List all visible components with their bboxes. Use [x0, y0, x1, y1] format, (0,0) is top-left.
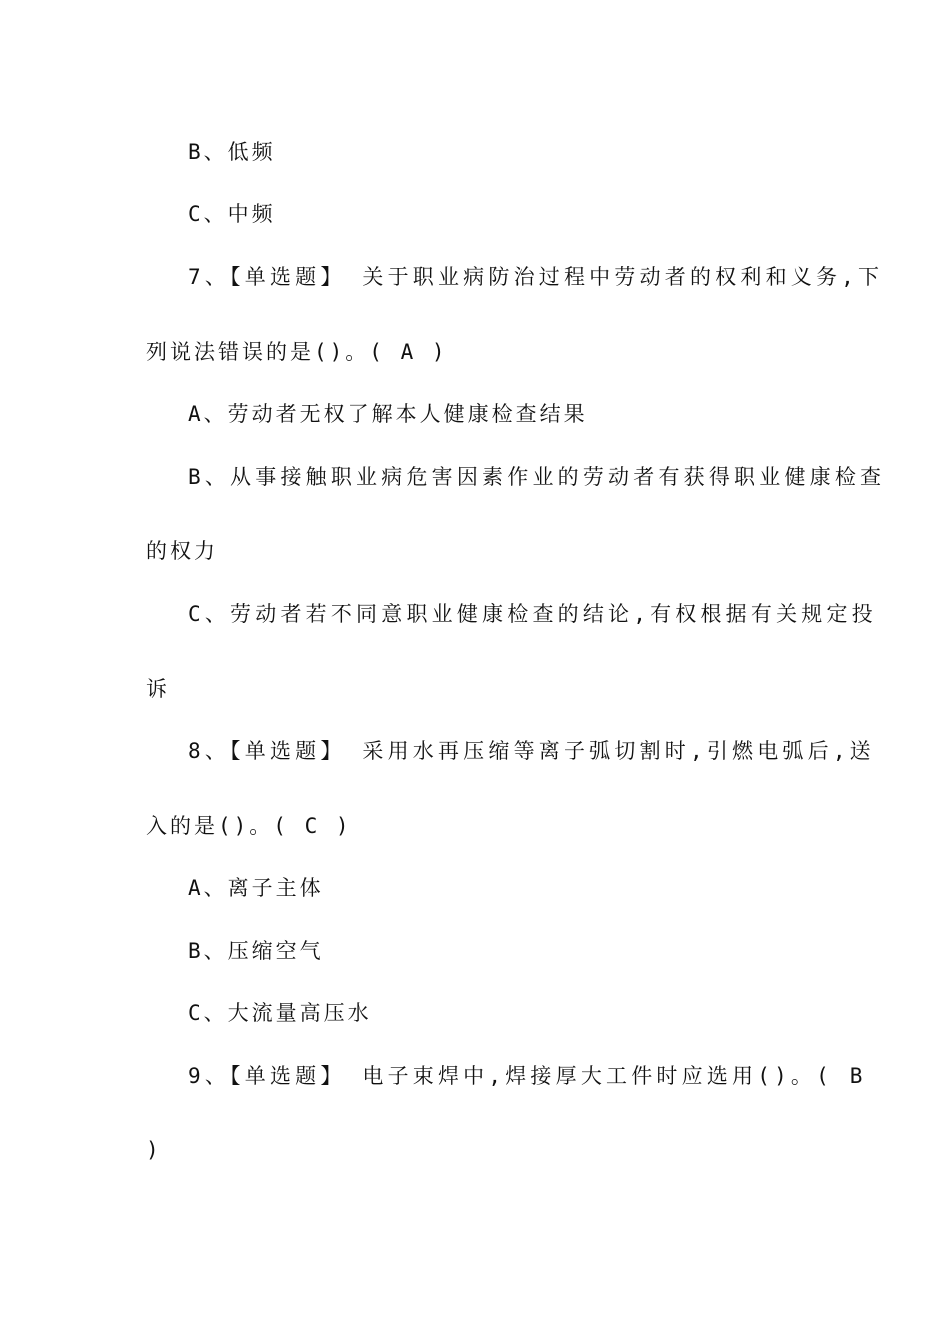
- q8-option-a: A、离子主体: [188, 876, 324, 900]
- q8-option-c: C、大流量高压水: [188, 1001, 372, 1025]
- q7-option-c-line1: C、劳动者若不同意职业健康检查的结论,有权根据有关规定投: [188, 602, 877, 626]
- q7-option-b-line1: B、从事接触职业病危害因素作业的劳动者有获得职业健康检查: [188, 465, 886, 489]
- q6-option-c: C、中频: [188, 202, 276, 226]
- q7-option-b-line2: 的权力: [146, 539, 218, 563]
- q7-question-line1: 7、【单选题】 关于职业病防治过程中劳动者的权利和义务,下: [188, 265, 884, 289]
- q8-question-line2: 入的是()。( C ): [146, 814, 352, 838]
- q7-option-c-line2: 诉: [146, 677, 170, 701]
- q9-question-line2: ): [146, 1138, 162, 1162]
- q7-question-line2: 列说法错误的是()。( A ): [146, 340, 448, 364]
- q8-option-b: B、压缩空气: [188, 939, 324, 963]
- q6-option-b: B、低频: [188, 140, 276, 164]
- q7-option-a: A、劳动者无权了解本人健康检查结果: [188, 402, 588, 426]
- q9-question-line1: 9、【单选题】 电子束焊中,焊接厚大工件时应选用()。( B: [188, 1064, 867, 1088]
- q8-question-line1: 8、【单选题】 采用水再压缩等离子弧切割时,引燃电弧后,送: [188, 739, 875, 763]
